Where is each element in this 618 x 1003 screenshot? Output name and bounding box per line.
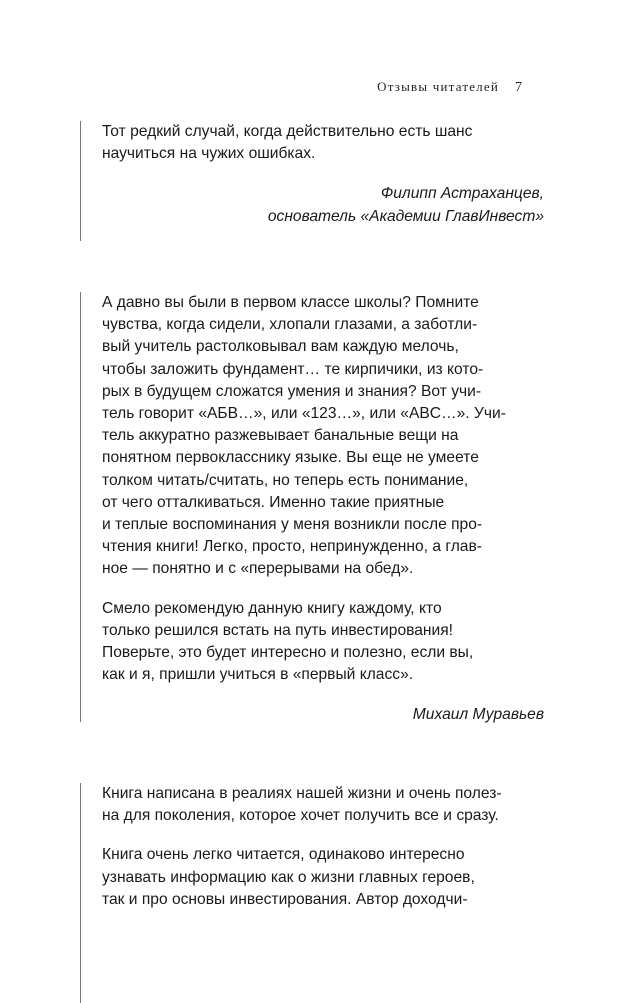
review-block xyxy=(80,783,544,1003)
text-line: научиться на чужих ошибках. xyxy=(102,145,316,163)
text-line: толком читать/считать, но теперь есть понимание, xyxy=(102,471,469,489)
review-author xyxy=(102,183,544,227)
text-line: так и про основы инвестирования. Автор доходчи- xyxy=(102,890,468,908)
review-paragraph xyxy=(102,783,544,827)
review-block xyxy=(80,121,544,241)
text-line: только решился встать на путь инвестирования! xyxy=(102,621,453,639)
author-line: Филипп Астраханцев, xyxy=(380,185,544,203)
text-line: ное — понятно и с «перерывами на обед». xyxy=(102,560,414,578)
text-line: рых в будущем сложатся умения и знания? Вот учи- xyxy=(102,382,482,400)
text-line: вый учитель растолковывал вам каждую мелочь, xyxy=(102,338,459,356)
text-line: тель аккуратно разжевывает банальные вещи на xyxy=(102,427,459,445)
text-line: А давно вы были в первом классе школы? Помните xyxy=(102,294,479,311)
review-block xyxy=(80,292,544,722)
text-line: чувства, когда сидели, хлопали глазами, а заботли- xyxy=(102,316,478,334)
review-paragraph xyxy=(102,292,544,581)
text-line: и теплые воспоминания у меня возникли после про- xyxy=(102,516,483,534)
review-paragraph xyxy=(102,121,544,165)
text-line: чтения книги! Легко, просто, непринужденно, а глав- xyxy=(102,538,482,556)
text-line: узнавать информацию как о жизни главных героев, xyxy=(102,868,475,886)
text-line: Поверьте, это будет интересно и полезно, если вы, xyxy=(102,644,474,662)
text-line: Книга написана в реалиях нашей жизни и очень полез- xyxy=(102,785,502,802)
text-line: как и я, пришли учиться в «первый класс». xyxy=(102,666,414,684)
text-line: чтобы заложить фундамент… те кирпичики, из кото- xyxy=(102,360,484,378)
text-line: понятном первокласснику языке. Вы еще не умеете xyxy=(102,449,479,467)
text-line: от чего отталкиваться. Именно такие приятные xyxy=(102,493,445,511)
review-paragraph xyxy=(102,844,544,911)
author-line: Михаил Муравьев xyxy=(412,706,544,724)
author-line: основатель «Академии ГлавИнвест» xyxy=(267,207,544,225)
text-line: тель говорит «АБВ…», или «123…», или «ABC…». Учи- xyxy=(102,405,506,423)
running-header xyxy=(377,79,522,96)
text-line: Смело рекомендую данную книгу каждому, кто xyxy=(102,599,442,617)
review-author xyxy=(102,704,544,726)
text-line: Книга очень легко читается, одинаково интересно xyxy=(102,846,465,864)
text-line: на для поколения, которое хочет получить все и сразу. xyxy=(102,807,499,825)
review-paragraph xyxy=(102,598,544,687)
page-number: 7 xyxy=(515,80,522,95)
section-title: Отзывы читателей xyxy=(377,79,499,94)
text-line: Тот редкий случай, когда действительно есть шанс xyxy=(102,123,473,140)
